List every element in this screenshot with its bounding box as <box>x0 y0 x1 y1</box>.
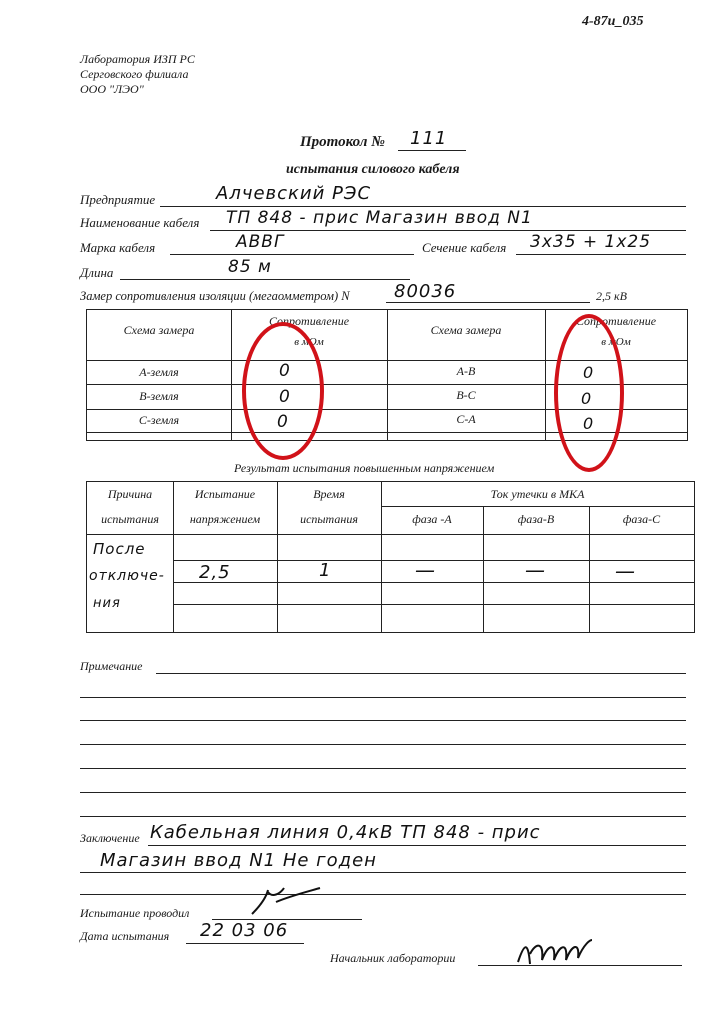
header-resist-left-2: в мОм <box>294 336 324 348</box>
header-phase-b: фаза-В <box>517 512 555 526</box>
phase-a-value: — <box>415 558 436 582</box>
header-resist-right-1: Сопротивление <box>575 314 657 328</box>
conclusion-line-2: Магазин ввод N1 Не годен <box>100 850 377 871</box>
section-label: Сечение кабеля <box>422 240 507 255</box>
cable-brand-label: Марка кабеля <box>80 240 156 255</box>
header-test-2: напряжением <box>189 512 261 526</box>
date-label: Дата испытания <box>80 929 170 943</box>
header-time-1: Время <box>313 487 345 501</box>
section-value: 3х35 + 1х25 <box>530 232 652 252</box>
org-line-1: Лаборатория ИЗП РС <box>80 52 195 66</box>
header-scheme-left: Схема замера <box>123 323 195 337</box>
tester-label: Испытание проводил <box>80 906 190 920</box>
protocol-number: 111 <box>410 128 448 149</box>
highlight-oval-right <box>554 314 624 472</box>
table-row-label: С-А <box>456 412 476 426</box>
phase-c-value: — <box>615 559 636 583</box>
table-row-value: 0 <box>583 363 595 382</box>
table-row-value: 0 <box>277 412 289 432</box>
test-voltage-value: 2,5 <box>199 562 231 583</box>
header-reason-1: Причина <box>107 487 153 501</box>
tester-signature <box>246 884 326 920</box>
header-time-2: испытания <box>300 512 358 526</box>
length-label: Длина <box>80 265 114 280</box>
megger-label: Замер сопротивления изоляции (мегаомметром) N <box>80 289 350 303</box>
reason-line-2: отключе- <box>89 568 165 584</box>
hv-table <box>86 481 695 633</box>
header-test-1: Испытание <box>194 487 256 501</box>
cable-name-label: Наименование кабеля <box>80 215 200 230</box>
protocol-label: Протокол № <box>300 134 385 150</box>
megger-value: 80036 <box>394 281 457 302</box>
header-leak: Ток утечки в МКА <box>490 487 585 501</box>
reason-line-1: После <box>93 540 146 558</box>
header-phase-c: фаза-С <box>622 512 661 526</box>
reason-line-3: ния <box>93 596 121 611</box>
header-phase-a: фаза -А <box>412 512 452 526</box>
table-row-label: А-земля <box>139 365 179 379</box>
table-row-value: 0 <box>581 389 593 408</box>
chief-signature <box>514 934 594 970</box>
table-row-value: 0 <box>279 361 291 381</box>
conclusion-line-1: Кабельная линия 0,4кВ ТП 848 - прис <box>150 822 541 843</box>
voltage-value: 2,5 кВ <box>596 289 627 303</box>
cable-name-value: ТП 848 - прис Магазин ввод N1 <box>226 208 533 228</box>
time-value: 1 <box>319 560 332 581</box>
enterprise-label: Предприятие <box>80 192 156 207</box>
phase-b-value: — <box>525 558 546 582</box>
table-row-label: А-В <box>456 364 476 378</box>
length-value: 85 м <box>228 257 272 277</box>
highlight-oval-left <box>242 322 324 460</box>
enterprise-value: Алчевский РЭС <box>216 183 372 204</box>
org-line-2: Серговского филиала <box>80 67 189 81</box>
date-value: 22 03 06 <box>200 920 289 941</box>
note-label: Примечание <box>80 659 143 673</box>
document-code: 4-87и_035 <box>582 14 644 29</box>
table-row-value: 0 <box>279 387 291 407</box>
header-resist-right-2: в мОм <box>601 336 631 348</box>
chief-label: Начальник лаборатории <box>330 951 456 965</box>
table-row-value: 0 <box>583 414 595 433</box>
cable-brand-value: АВВГ <box>236 232 285 252</box>
table-row-label: С-земля <box>138 413 180 427</box>
header-resist-left-1: Сопротивление <box>268 314 350 328</box>
header-reason-2: испытания <box>101 512 159 526</box>
table-row-label: В-земля <box>139 389 179 403</box>
header-scheme-right: Схема замера <box>430 323 502 337</box>
protocol-subtitle: испытания силового кабеля <box>286 162 460 177</box>
conclusion-label: Заключение <box>80 831 140 845</box>
hv-title: Результат испытания повышенным напряжением <box>234 461 495 475</box>
org-line-3: ООО "ЛЭО" <box>80 82 144 96</box>
table-row-label: В-С <box>456 388 476 402</box>
